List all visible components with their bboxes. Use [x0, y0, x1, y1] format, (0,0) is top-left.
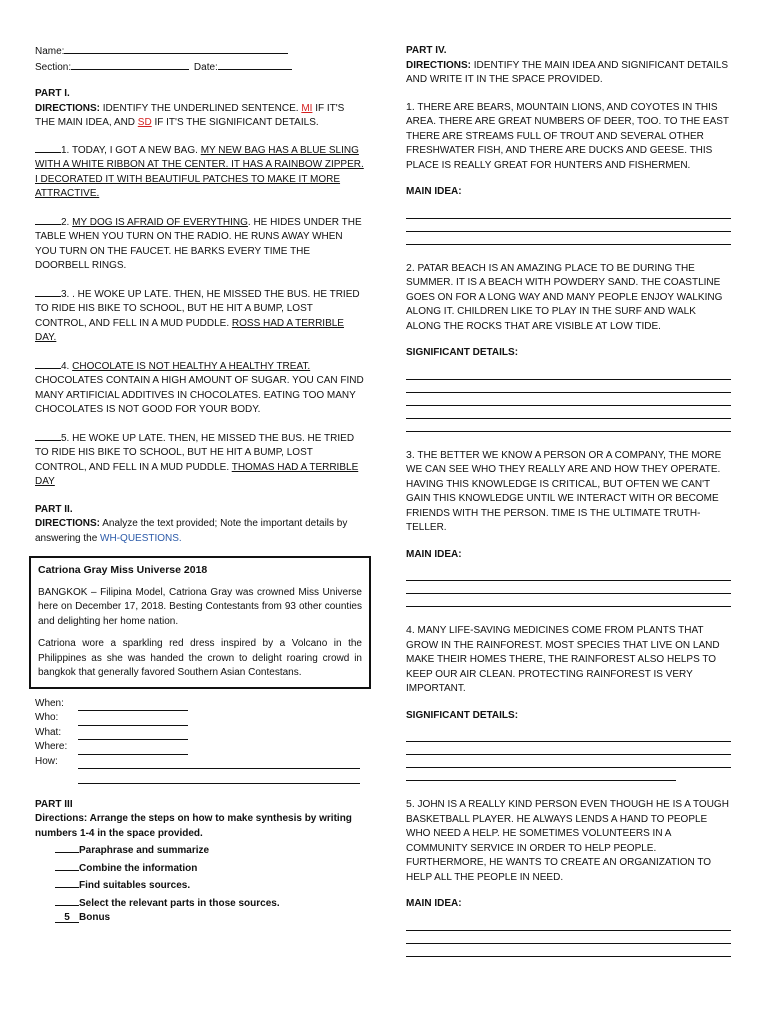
answer-lines	[406, 367, 731, 432]
part4-item: 1. THERE ARE BEARS, MOUNTAIN LIONS, AND COYOTES IN THIS AREA. THERE ARE GREAT NUMBERS OF DEER, TOO. TO THE EAST THERE ARE STREAMS FULL OF TROUT AND SEVERAL OTHER FRESHWATER FISH, AND THERE ARE DUCKS AND GEESE. THIS PLACE IS REALLY GREAT FOR HUNTERS AND FISHERMEN.	[406, 100, 729, 171]
answer-line[interactable]	[406, 768, 676, 781]
synthesis-step: Combine the information	[35, 859, 365, 877]
answer-line[interactable]	[406, 232, 731, 245]
part4-item: 2. PATAR BEACH IS AN AMAZING PLACE TO BE DURING THE SUMMER. IT IS A BEACH WITH POWDERY SAND. THE COASTLINE GOES ON FOR A LONG WAY AND MANY PEOPLE ENJOY WALKING ALONG IT. CHILDREN LIKE TO PLAY IN THE SURF AND WALK ALONG THE ROCKS THAT ARE VISIBLE AT LOW TIDE.	[406, 261, 723, 332]
part2-directions: DIRECTIONS: Analyze the text provided; Note the important details by answering the WH-QUESTIONS.	[35, 518, 348, 544]
part1-title: PART I.	[35, 88, 70, 99]
article-title: Catriona Gray Miss Universe 2018	[38, 564, 208, 576]
part1-item: 3. . HE WOKE UP LATE. THEN, HE MISSED THE BUS. HE TRIED TO RIDE HIS BIKE TO SCHOOL, BUT HE HIT A BUMP, LOST CONTROL, AND FELL IN A MUD PUDDLE. ROSS HAD A TERRIBLE DAY.	[35, 288, 360, 343]
left-column	[35, 44, 365, 926]
underlined-sentence: MY NEW BAG HAS A BLUE SLING WITH A WHITE RIBBON AT THE CENTER. IT HAS A RAINBOW ZIPPER. I DECORATED IT WITH BEAUTIFUL PATCHES TO MAKE IT MORE ATTRACTIVE.	[35, 144, 364, 199]
answer-line[interactable]	[406, 729, 731, 742]
how-field[interactable]	[78, 759, 360, 769]
answer-blank[interactable]	[35, 143, 61, 153]
answer-line[interactable]	[406, 594, 731, 607]
answer-line[interactable]	[406, 406, 731, 419]
where-field[interactable]	[78, 745, 188, 755]
answer-line[interactable]	[406, 931, 731, 944]
answer-blank[interactable]	[35, 215, 61, 225]
section-field[interactable]	[71, 60, 189, 70]
answer-blank[interactable]	[35, 287, 61, 297]
sd-label: SD	[137, 117, 152, 128]
article-paragraph: Catriona wore a sparkling red dress inspired by a Volcano in the Philippines as she was handed the crown to delight roaring crowd in bangkok that generally favored Southern Asian Contestans.	[38, 638, 362, 678]
part1-items	[35, 143, 365, 490]
part4-items	[406, 100, 731, 957]
when-field[interactable]	[78, 701, 188, 711]
answer-label: MAIN IDEA:	[406, 186, 462, 197]
part1-item: 2. MY DOG IS AFRAID OF EVERYTHING. HE HIDES UNDER THE TABLE WHEN YOU TURN ON THE RADIO. HE RUNS AWAY WHEN YOU TURN ON THE FAUCET. HE BARKS EVERY TIME THE DOORBELL RINGS.	[35, 216, 362, 271]
answer-line[interactable]	[406, 918, 731, 931]
answer-line[interactable]	[406, 367, 731, 380]
part2-title: PART II.	[35, 503, 73, 515]
name-field[interactable]	[64, 44, 288, 54]
answer-blank[interactable]	[35, 431, 61, 441]
synthesis-step: Select the relevant parts in those sources.	[35, 894, 365, 912]
wh-questions-link: WH-QUESTIONS.	[100, 532, 182, 544]
section-label: Section:	[35, 61, 72, 73]
part4-directions: DIRECTIONS: IDENTIFY THE MAIN IDEA AND SIGNIFICANT DETAILS AND WRITE IT IN THE SPACE PROVIDED.	[406, 59, 729, 85]
answer-lines	[406, 568, 731, 607]
name-row	[35, 44, 365, 60]
answer-label: MAIN IDEA:	[406, 548, 462, 560]
article-box	[29, 556, 371, 689]
part3-steps	[35, 841, 365, 926]
name-label: Name:	[35, 46, 65, 57]
part3-title: PART III	[35, 798, 73, 810]
date-label: Date:	[193, 61, 218, 73]
answer-lines	[406, 206, 731, 245]
article-paragraph: BANGKOK – Filipina Model, Catriona Gray was crowned Miss Universe here on December 17, 2018. Besting Contestants from 93 other counties and delighting her home nation.	[38, 586, 362, 627]
answer-line[interactable]	[406, 219, 731, 232]
who-field[interactable]	[78, 716, 188, 726]
synthesis-step: Find suitables sources.	[35, 876, 365, 894]
answer-line[interactable]	[406, 393, 731, 406]
answer-label: SIGNIFICANT DETAILS:	[406, 709, 519, 721]
answer-blank[interactable]	[35, 359, 61, 369]
date-field[interactable]	[218, 60, 292, 70]
mi-label: MI	[301, 102, 313, 114]
underlined-sentence: THOMAS HAD A TERRIBLE DAY	[35, 461, 359, 487]
answer-line[interactable]	[406, 755, 731, 768]
part3-directions: Directions: Arrange the steps on how to make synthesis by writing numbers 1-4 in the space provided.	[35, 813, 352, 839]
underlined-sentence: CHOCOLATE IS NOT HEALTHY A HEALTHY TREAT.	[72, 360, 311, 372]
part1-item: 1. TODAY, I GOT A NEW BAG. MY NEW BAG HAS A BLUE SLING WITH A WHITE RIBBON AT THE CENTER. IT HAS A RAINBOW ZIPPER. I DECORATED IT WITH BEAUTIFUL PATCHES TO MAKE IT MORE ATTRACTIVE.	[35, 144, 364, 199]
right-column	[406, 44, 731, 973]
answer-line[interactable]	[406, 944, 731, 957]
step-number-blank[interactable]	[55, 859, 79, 871]
part4-item: 5. JOHN IS A REALLY KIND PERSON EVEN THOUGH HE IS A TOUGH BASKETBALL PLAYER. HE ALWAYS LENDS A HAND TO PEOPLE WHO NEED A HELP. HE SOMETIMES VOLUNTEERS IN A COMMUNITY SERVICE IN ORDER TO HELP PEOPLE. FURTHERMORE, HE WANTS TO CREATE AN ORGANIZATION TO HELP ALL THE PEOPLE IN NEED.	[406, 798, 729, 883]
what-field[interactable]	[78, 730, 188, 740]
answer-lines	[406, 918, 731, 957]
step-number-blank[interactable]: 5	[55, 911, 79, 923]
underlined-sentence: ROSS HAD A TERRIBLE DAY.	[35, 317, 344, 343]
answer-label: SIGNIFICANT DETAILS:	[406, 347, 519, 358]
part4-title: PART IV.	[406, 45, 447, 56]
part4-item: 4. MANY LIFE-SAVING MEDICINES COME FROM PLANTS THAT GROW IN THE RAINFOREST. MOST SPECIES THAT LIVE ON LAND MAKE THEIR HOMES THERE, THE RAINFOREST ALSO HELPS TO KEEP OUR AIR CLEAN. PROTECTING RAINFOREST IS VERY IMPORTANT.	[406, 624, 720, 694]
wh-answers: When: Who: What: Where: How:	[35, 697, 365, 784]
part1-item: 4. CHOCOLATE IS NOT HEALTHY A HEALTHY TREAT. CHOCOLATES CONTAIN A HIGH AMOUNT OF SUGAR. YOU CAN FIND MANY ARTIFICIAL ADDITIVES IN CHOCOLATES. EATING TOO MANY CHOCOLATES IS NOT GOOD FOR YOUR BODY.	[35, 360, 364, 415]
step-number-blank[interactable]	[55, 841, 79, 853]
answer-line[interactable]	[406, 742, 731, 755]
section-date-row	[35, 60, 365, 76]
answer-line[interactable]	[406, 380, 731, 393]
how-field-line2[interactable]	[78, 774, 360, 784]
step-number-blank[interactable]	[55, 894, 79, 906]
step-number-blank[interactable]	[55, 876, 79, 888]
answer-line[interactable]	[406, 206, 731, 219]
synthesis-step: 5 Bonus	[35, 911, 365, 926]
answer-label: MAIN IDEA:	[406, 898, 462, 909]
underlined-sentence: MY DOG IS AFRAID OF EVERYTHING	[72, 216, 248, 228]
synthesis-step: Paraphrase and summarize	[35, 841, 365, 859]
answer-line[interactable]	[406, 581, 731, 594]
part1-item: 5. HE WOKE UP LATE. THEN, HE MISSED THE BUS. HE TRIED TO RIDE HIS BIKE TO SCHOOL, BUT HE HIT A BUMP, LOST CONTROL, AND FELL IN A MUD PUDDLE. THOMAS HAD A TERRIBLE DAY	[35, 432, 359, 487]
part1-directions: DIRECTIONS: IDENTIFY THE UNDERLINED SENTENCE. MI IF IT'S THE MAIN IDEA, AND SD IF IT'S THE SIGNIFICANT DETAILS.	[35, 102, 345, 128]
answer-lines	[406, 729, 731, 781]
part4-item: 3. THE BETTER WE KNOW A PERSON OR A COMPANY, THE MORE WE CAN SEE WHO THEY REALLY ARE AND HOW THEY OPERATE. HAVING THIS KNOWLEDGE IS CRITICAL, BUT OFTEN WE CAN'T GAIN THIS KNOWLEDGE UNTIL WE INTERACT WITH OR BECOME FRIENDS WITH THE PERSON. TIME IS THE ULTIMATE TRUTH-TELLER.	[406, 448, 722, 533]
answer-line[interactable]	[406, 419, 731, 432]
answer-line[interactable]	[406, 568, 731, 581]
